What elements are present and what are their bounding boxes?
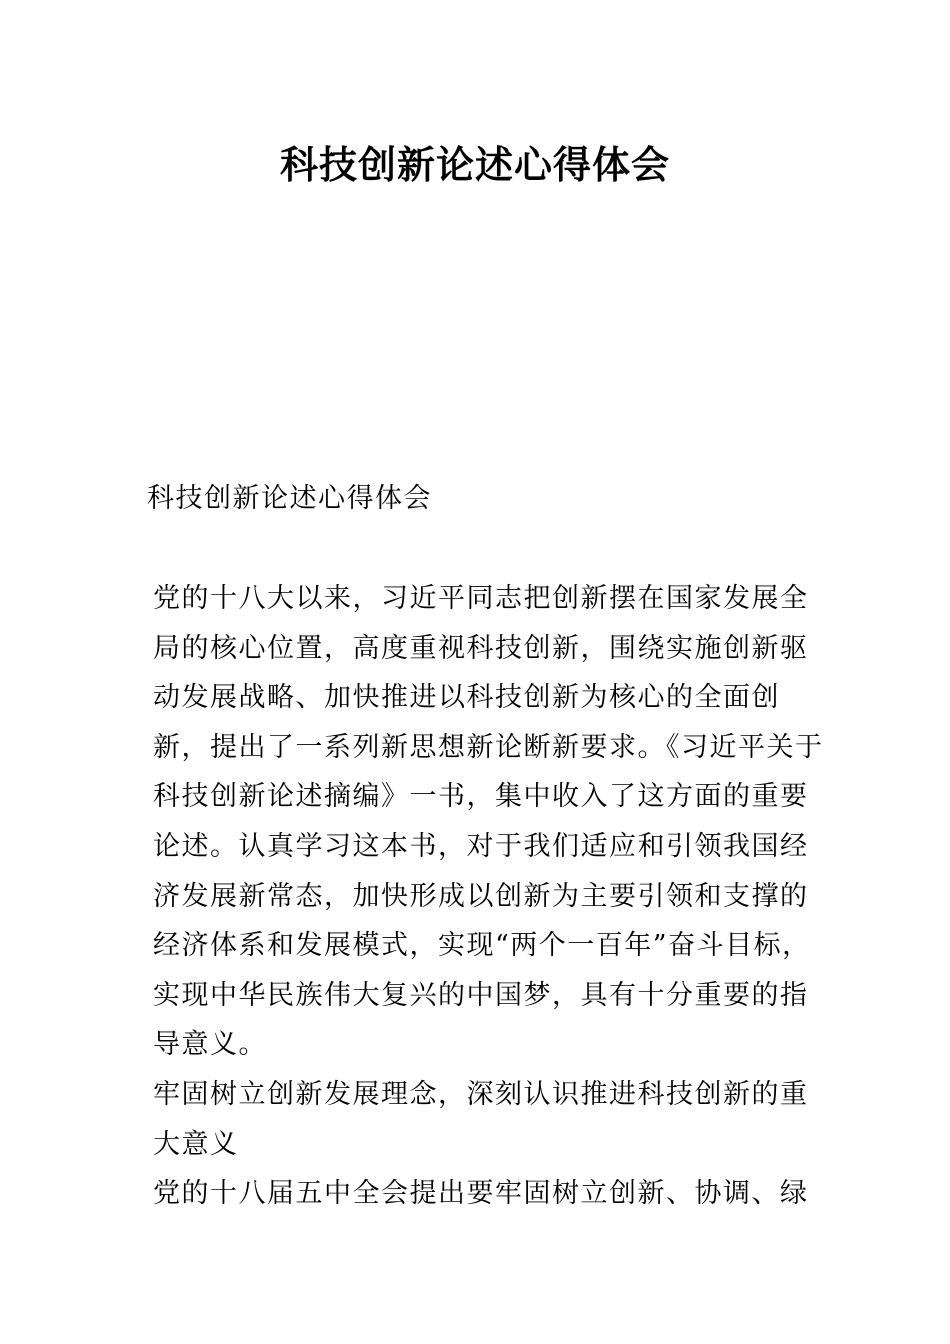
- paragraph-intro: 党的十八大以来，习近平同志把创新摆在国家发展全局的核心位置，高度重视科技创新，围绕实施创新驱动发展战略、加快推进以科技创新为核心的全面创新，提出了一系列新思想新论断新要求。《习近平关于科技创新论述摘编》一书，集中收入了这方面的重要论述。认真学习这本书，对于我们适应和引领我国经济发展新常态，加快形成以创新为主要引领和支撑的经济体系和发展模式，实现“两个一百年”奋斗目标，实现中华民族伟大复兴的中国梦，具有十分重要的指导意义。: [153, 583, 824, 1061]
- document-title: 科技创新论述心得体会: [279, 142, 670, 187]
- paragraph-continuation: 党的十八届五中全会提出要牢固树立创新、协调、绿: [153, 1178, 809, 1210]
- document-body: [147, 574, 827, 1219]
- document-subtitle: 科技创新论述心得体会: [147, 483, 432, 514]
- paragraph-heading: 牢固树立创新发展理念，深刻认识推进科技创新的重大意义: [153, 1078, 809, 1160]
